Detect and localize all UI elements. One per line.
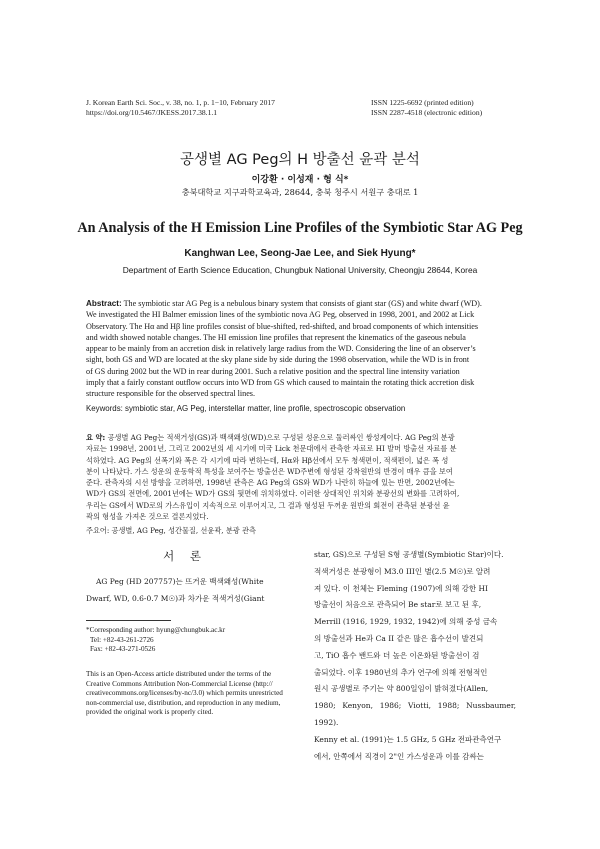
footnote-rule <box>86 620 171 621</box>
right-col-line-9: 원시 공생별로 주기는 약 800일임이 밝혀졌다(Allen, <box>314 684 489 694</box>
korean-abstract <box>86 432 516 522</box>
abstract-line-5: appear to be mainly from an accretion disk in relatively large radius from the WD. Considering the line of an observer’s <box>86 344 476 354</box>
korean-keywords: 주요어: 공생별, AG Peg, 성간물질, 선윤곽, 분광 관측 <box>86 526 256 535</box>
journal-citation: J. Korean Earth Sci. Soc., v. 38, no. 1, p. 1−10, February 2017 <box>86 98 275 107</box>
fax: Fax: +82-43-271-0526 <box>90 645 156 654</box>
abstract <box>86 298 516 400</box>
abstract-line-4: and width showed notable changes. The HI emission line profiles that represent the kinematics of the gaseous nebula <box>86 332 466 342</box>
authors-korean: 이강환 · 이성재 · 형 식* <box>251 175 349 185</box>
yoyak-line-4: 분이 나타났다. 가스 성운의 운동학적 특성을 보여주는 방출선은 WD주변에 형성된 강착원반의 반경이 매우 큼을 보여 <box>86 466 453 476</box>
abstract-line-7: of GS during 2002 but the WD in rear during 2001. Such a relative position and the spectral line intensity variation <box>86 366 460 376</box>
footnote-contact <box>86 626 286 655</box>
authors-english: Kanghwan Lee, Seong-Jae Lee, and Siek Hyung* <box>184 248 416 259</box>
yoyak-line-2: 자료는 1998년, 2001년, 그리고 2002년의 세 시기에 미국 Lick 천문대에서 관측한 자료로 HI 발머 방출선 자료를 분 <box>86 444 457 454</box>
right-col-line-4: 방출선이 처음으로 관측되어 Be star로 보고 된 후, <box>314 600 482 610</box>
right-col-line-3: 져 있다. 이 천체는 Fleming (1907)에 의해 강한 HI <box>314 583 489 593</box>
section-title-introduction: 서 론 <box>163 549 207 563</box>
right-col-line-2: 적색거성은 분광형이 M3.0 III인 별(2.5 M☉)로 알려 <box>314 566 491 576</box>
keywords: Keywords: symbiotic star, AG Peg, interstellar matter, line profile, spectroscopic observation <box>86 404 406 413</box>
right-col-line-7: 고, TiO 흡수 밴드와 더 높은 이온화된 방출선이 검 <box>314 650 480 660</box>
right-col-line-11: Kenny et al. (1991)는 1.5 GHz, 5 GHz 전파관측연구 <box>314 734 502 744</box>
abstract-line-8: imply that a fairly constant outflow occurs into WD from GS which caused to maintain the rotating thick accretion disk <box>86 378 475 388</box>
abstract-line-1: Abstract: The symbiotic star AG Peg is a nebulous binary system that consists of giant star (GS) and white dwarf (WD). <box>86 299 482 308</box>
right-col-line-5: Merrill (1916, 1929, 1932, 1942)에 의해 중성 금속 <box>314 617 498 627</box>
yoyak-line-5: 준다. 관측자의 시선 방향을 고려하면, 1998년 관측은 AG Peg의 GS와 WD가 나란히 하늘에 있는 반면, 2002년에는 <box>86 478 455 488</box>
right-col-line-6: 의 방출선과 He과 Ca II 같은 많은 흡수선이 발견되 <box>314 633 484 643</box>
yoyak-label: 요 약: <box>86 433 106 442</box>
title-english: An Analysis of the H Emission Line Profiles of the Symbiotic Star AG Peg <box>77 220 523 236</box>
issn-print: ISSN 1225-6692 (printed edition) <box>371 98 474 107</box>
abstract-line-3: Observatory. The Hα and Hβ line profiles consist of blue-shifted, red-shifted, and broad components of which intensities <box>86 321 478 331</box>
issn-electronic: ISSN 2287-4518 (electronic edition) <box>371 108 483 117</box>
right-column-text <box>314 547 516 765</box>
right-col-line-8: 출되었다. 이후 1980년의 추가 연구에 의해 전형적인 <box>314 667 488 677</box>
title-korean: 공생별 AG Peg의 H 방출선 윤곽 분석 <box>180 152 420 168</box>
abstract-line-2: We investigated the HI Balmer emission lines of the symbiotic nova AG Peg, observed in 1998, 2001, and 2002 at Lick <box>86 310 475 320</box>
license-line-4: non-commercial use, distribution, and reproduction in any medium, <box>86 698 281 707</box>
license-line-5: provided the original work is properly cited. <box>86 708 214 717</box>
yoyak-line-6: WD가 GS의 전면에, 2001년에는 WD가 GS의 뒷면에 위치하였다. 이러한 상대적인 위치와 분광선의 변화를 고려하여, <box>86 489 460 499</box>
right-col-line-1: star, GS)으로 구성된 S형 공생별(Symbiotic Star)이다. <box>314 550 504 559</box>
license-line-3: creativecommons.org/licenses/by-nc/3.0) which permits unrestricted <box>86 689 283 698</box>
license-note <box>86 670 286 718</box>
doi-link[interactable]: https://doi.org/10.5467/JKESS.2017.38.1.1 <box>86 108 218 117</box>
license-line-1: This is an Open-Access article distributed under the terms of the <box>86 670 272 678</box>
right-col-line-10: 1980; Kenyon, 1986; Viotti, 1988; Nussbaumer, 1992). <box>314 701 516 727</box>
abstract-line-6: sight, both GS and WD are located at the sky plane side by side during the 1998 observation, while the WD is in front <box>86 355 470 365</box>
affiliation-english: Department of Earth Science Education, Chungbuk National University, Cheongju 28644, Korea <box>122 265 478 275</box>
license-line-2: Creative Commons Attribution Non-Commercial License (http:// <box>86 679 273 688</box>
affiliation-korean: 충북대학교 지구과학교육과, 28644, 충북 청주시 서원구 충대로 1 <box>181 187 419 197</box>
left-column-text <box>86 574 284 608</box>
yoyak-line-8: 곽의 형성을 가져온 것으로 결론지었다. <box>86 512 209 522</box>
yoyak-line-7: 우리는 GS에서 WD로의 가스유입이 지속적으로 이루어지고, 그 결과 형성된 두꺼운 원반의 회전이 관측된 분광선 윤 <box>86 500 450 510</box>
yoyak-line-3: 석하였다. AG Peg의 선폭기와 폭은 각 시기에 따라 변하는데, Hα와 Hβ선에서 모두 청색편이, 적색편이, 넓은 폭 성 <box>86 455 449 465</box>
corresponding-author: *Corresponding author: hyung@chungbuk.ac.kr <box>86 626 226 634</box>
left-col-line-1: AG Peg (HD 207757)는 뜨거운 백색왜성(White <box>96 577 264 586</box>
abstract-line-9: structure responsible for the observed spectral lines. <box>86 389 255 399</box>
telephone: Tel: +82-43-261-2726 <box>90 635 154 644</box>
right-col-line-12: 에서, 안쪽에서 직경이 2"인 가스성운과 이를 감싸는 <box>314 751 484 761</box>
abstract-label: Abstract: <box>86 299 122 308</box>
yoyak-line-1: 요 약: 공생별 AG Peg는 적색거성(GS)과 백색왜성(WD)으로 구성된 성운으로 둘러싸인 쌍성계이다. AG Peg의 분광 <box>86 433 455 442</box>
left-col-line-2: Dwarf, WD, 0.6-0.7 M☉)과 차가운 적색거성(Giant <box>86 593 265 603</box>
